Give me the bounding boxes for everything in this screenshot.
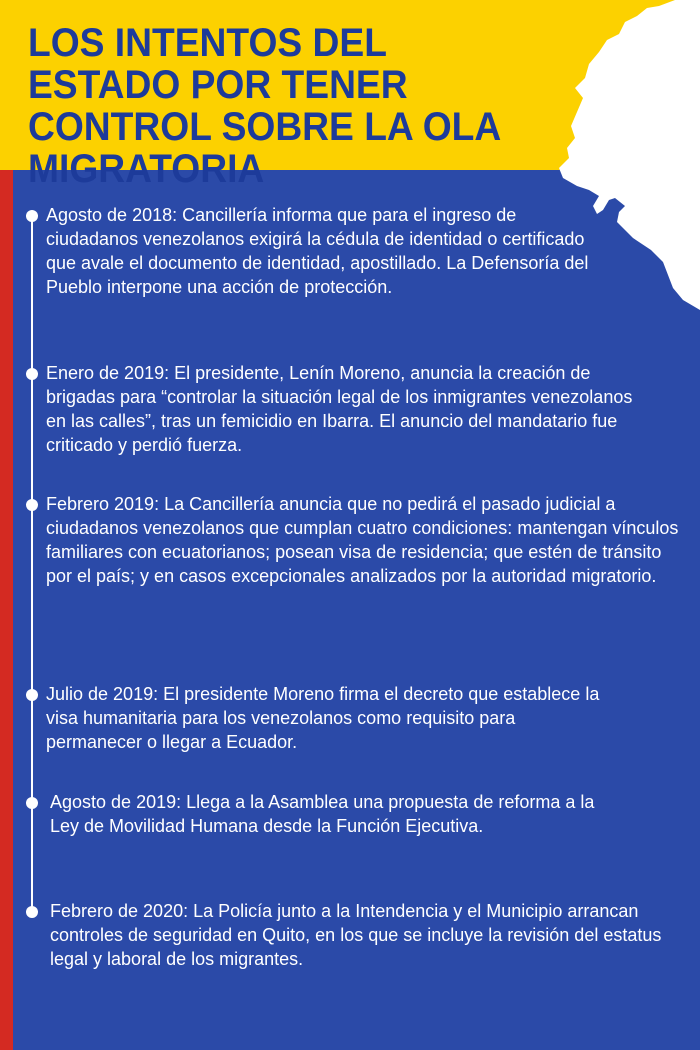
- timeline-item-text: Agosto de 2019: Llega a la Asamblea una propuesta de reforma a la Ley de Movilidad Humana desde la Función Ejecutiva.: [50, 792, 595, 836]
- timeline-item-text: Enero de 2019: El presidente, Lenín Moreno, anuncia la creación de brigadas para “controlar la situación legal de los inmigrantes venezolanos en las calles”, tras un femicidio en Ibarra. El anuncio del mandatario fue criticado y perdió fuerza.: [46, 363, 633, 455]
- timeline-dot-icon: [26, 689, 38, 701]
- timeline-dot-icon: [26, 906, 38, 918]
- timeline-item-text: Agosto de 2018: Cancillería informa que para el ingreso de ciudadanos venezolanos exigirá la cédula de identidad o certificado que avale el documento de identidad, apostillado. La Defensoría del Pueblo interpone una acción de protección.: [46, 205, 589, 297]
- timeline-item-text: Julio de 2019: El presidente Moreno firma el decreto que establece la visa humanitaria para los venezolanos como requisito para permanecer o llegar a Ecuador.: [46, 684, 600, 752]
- timeline-item-text: Febrero 2019: La Cancillería anuncia que no pedirá el pasado judicial a ciudadanos venezolanos que cumplan cuatro condiciones: mantengan vínculos familiares con ecuatorianos; posean visa de residencia; que estén de tránsito por el país; y en casos excepcionales analizados por la autoridad migratorio.: [46, 494, 679, 586]
- page-title: LOS INTENTOS DEL ESTADO POR TENER CONTROL SOBRE LA OLA MIGRATORIA: [28, 21, 500, 191]
- timeline-dot-icon: [26, 499, 38, 511]
- timeline-dot-icon: [26, 368, 38, 380]
- timeline-dot-icon: [26, 210, 38, 222]
- timeline-item-text: Febrero de 2020: La Policía junto a la Intendencia y el Municipio arrancan controles de seguridad en Quito, en los que se incluye la revisión del estatus legal y laboral de los migrantes.: [50, 901, 662, 969]
- timeline-dot-icon: [26, 797, 38, 809]
